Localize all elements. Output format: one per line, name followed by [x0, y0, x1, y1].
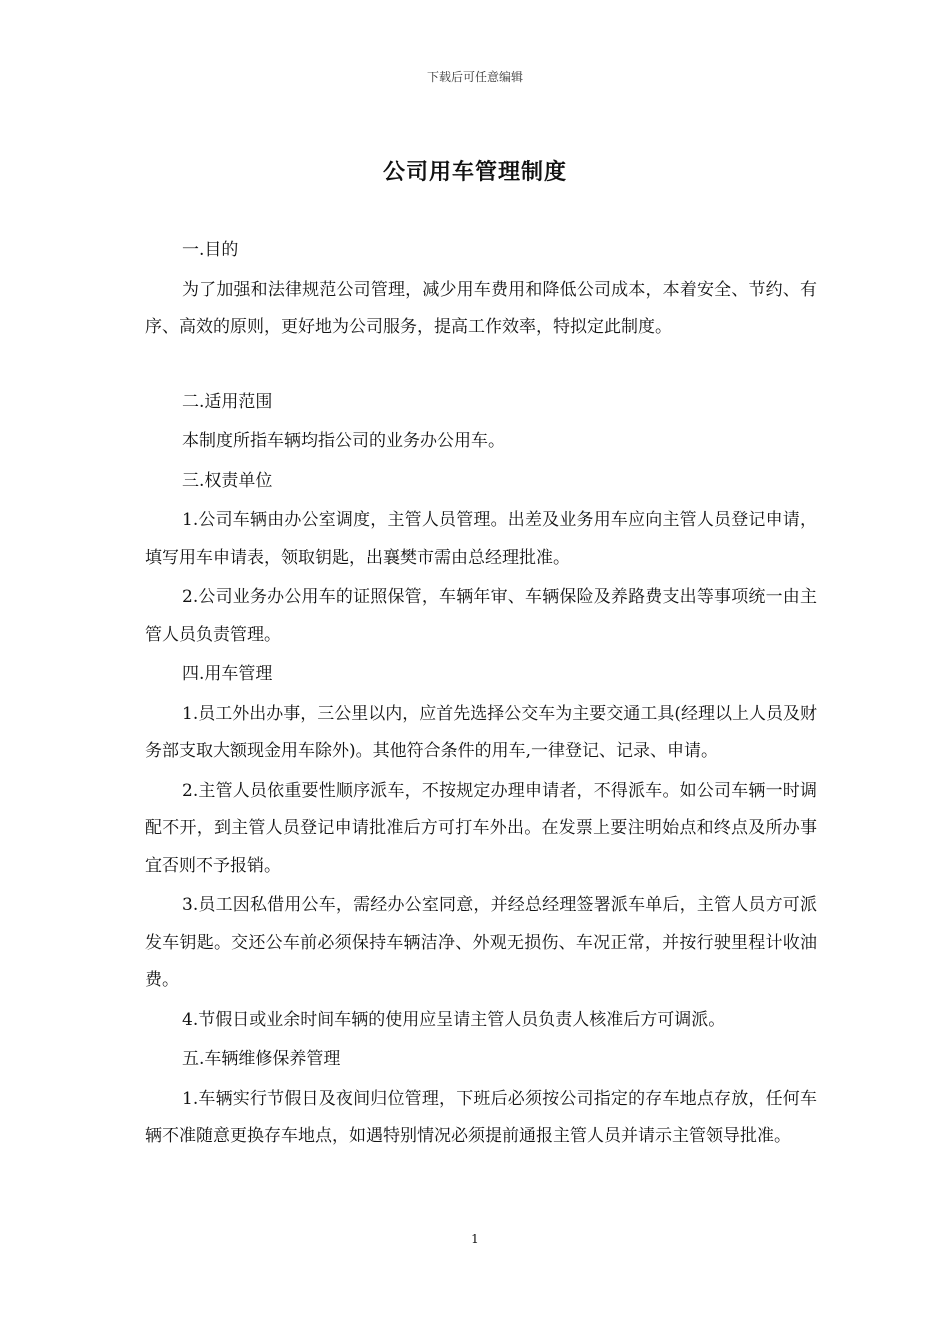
paragraph-vehicle-use-4: 4.节假日或业余时间车辆的使用应呈请主管人员负责人核准后方可调派。 — [182, 1009, 726, 1030]
paragraph-responsibility-2: 2.公司业务办公用车的证照保管，车辆年审、车辆保险及养路费支出等事项统一由主管人员负责管理。 — [145, 587, 817, 645]
spacer — [145, 349, 817, 384]
page-number: 1 — [471, 1232, 479, 1246]
document-title: 公司用车管理制度 — [382, 160, 567, 185]
document-body — [145, 232, 817, 1158]
paragraph-vehicle-use-1: 1.员工外出办事，三公里以内，应首先选择公交车为主要交通工具(经理以上人员及财务部支取大额现金用车除外)。其他符合条件的用车,一律登记、记录、申请。 — [145, 703, 817, 761]
section-heading-vehicle-use: 四.用车管理 — [182, 664, 273, 684]
section-heading-purpose: 一.目的 — [182, 240, 239, 260]
paragraph-scope: 本制度所指车辆均指公司的业务办公用车。 — [182, 431, 505, 451]
paragraph-purpose: 为了加强和法律规范公司管理，减少用车费用和降低公司成本，本着安全、节约、有序、高效的原则，更好地为公司服务，提高工作效率，特拟定此制度。 — [145, 279, 817, 337]
paragraph-vehicle-use-2: 2.主管人员依重要性顺序派车，不按规定办理申请者，不得派车。如公司车辆一时调配不开，到主管人员登记申请批准后方可打车外出。在发票上要注明始点和终点及所办事宜否则不予报销。 — [145, 780, 817, 876]
section-heading-scope: 二.适用范围 — [182, 391, 273, 412]
paragraph-responsibility-1: 1.公司车辆由办公室调度，主管人员管理。出差及业务用车应向主管人员登记申请，填写用车申请表，领取钥匙，出襄樊市需由总经理批准。 — [145, 510, 817, 568]
paragraph-maintenance-1: 1.车辆实行节假日及夜间归位管理，下班后必须按公司指定的存车地点存放，任何车辆不准随意更换存车地点，如遇特别情况必须提前通报主管人员并请示主管领导批准。 — [145, 1088, 817, 1146]
page-header-note: 下载后可任意编辑 — [426, 70, 523, 84]
paragraph-vehicle-use-3: 3.员工因私借用公车，需经办公室同意，并经总经理签署派车单后，主管人员方可派发车钥匙。交还公车前必须保持车辆洁净、外观无损伤、车况正常，并按行驶里程计收油费。 — [145, 895, 817, 990]
section-heading-maintenance: 五.车辆维修保养管理 — [182, 1049, 341, 1069]
section-heading-responsibility: 三.权责单位 — [182, 470, 273, 491]
